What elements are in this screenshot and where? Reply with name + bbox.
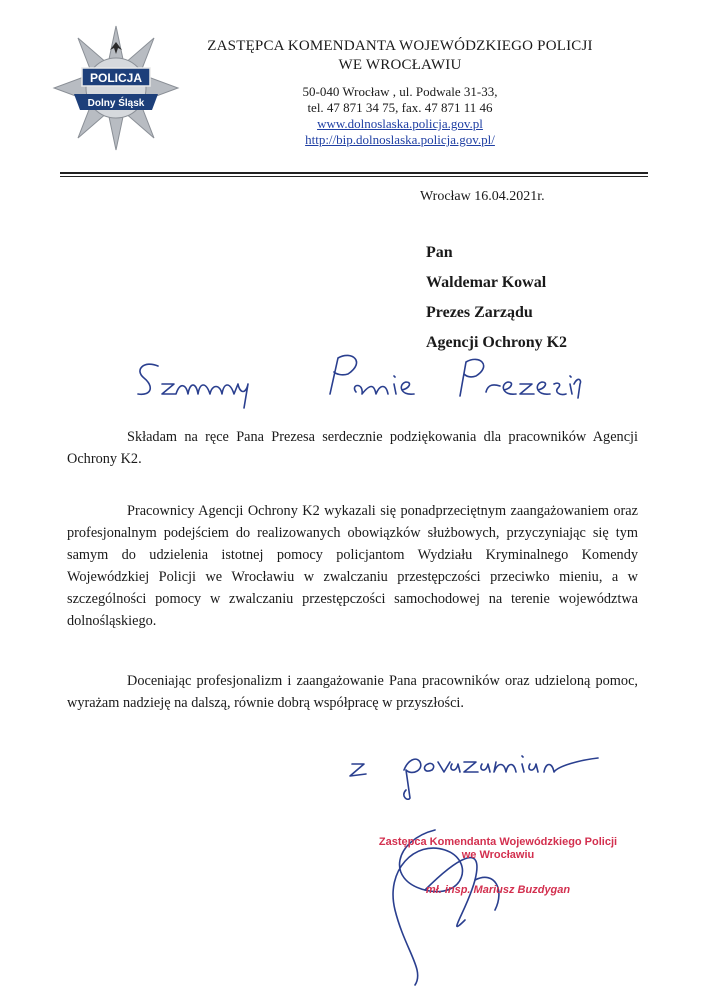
- body-paragraph-2: [67, 500, 638, 632]
- official-stamp: [378, 836, 618, 896]
- letter-date: Wrocław 16.04.2021r.: [420, 189, 545, 204]
- addressee-line3: Prezes Zarządu: [426, 304, 533, 321]
- stamp-line2: we Wrocławiu: [461, 849, 535, 861]
- institution-title-line1: ZASTĘPCA KOMENDANTA WOJEWÓDZKIEGO POLICJI: [207, 38, 593, 54]
- body-paragraph-3: [67, 670, 638, 714]
- addressee-line2: Waldemar Kowal: [426, 274, 547, 291]
- bip-link[interactable]: http://bip.dolnoslaska.policja.gov.pl/: [305, 132, 495, 147]
- body-paragraph-1-text: Składam na ręce Pana Prezesa serdecznie podziękowania dla pracowników Agencji Ochrony K2.: [67, 429, 638, 467]
- website-link[interactable]: www.dolnoslaska.policja.gov.pl: [317, 116, 483, 131]
- stamp-signatory-name: mł. insp. Mariusz Buzdygan: [425, 884, 571, 896]
- institution-title-line2: WE WROCŁAWIU: [338, 57, 462, 73]
- logo-text-top: POLICJA: [89, 71, 143, 85]
- institution-address: [200, 84, 600, 148]
- logo-text-bottom: Dolny Śląsk: [87, 98, 145, 109]
- addressee-line4: Agencji Ochrony K2: [426, 334, 568, 351]
- address-line: 50-040 Wrocław , ul. Podwale 31-33,: [302, 84, 498, 99]
- stamp-line1: Zastępca Komendanta Wojewódzkiego Policji: [378, 836, 618, 848]
- phone-line: tel. 47 871 34 75, fax. 47 871 11 46: [307, 100, 493, 115]
- body-paragraph-3-text: Doceniając profesjonalizm i zaangażowanie Pana pracowników oraz udzieloną pomoc, wyrażam nadzieję na dalszą, równie dobrą współpracę w przyszłości.: [67, 673, 638, 711]
- police-star-logo: [52, 24, 180, 152]
- addressee-line1: Pan: [426, 244, 453, 261]
- header-divider-thin: [60, 176, 648, 177]
- institution-title: [200, 37, 600, 75]
- body-paragraph-1: [67, 426, 638, 470]
- handwritten-closing: [340, 740, 600, 800]
- header-divider-thick: [60, 172, 648, 174]
- body-paragraph-2-text: Pracownicy Agencji Ochrony K2 wykazali się ponadprzeciętnym zaangażowaniem oraz profesjonalnym podejściem do realizowanych obowiązków służbowych, przyczyniając się tym samym do udzielenia istotnej pomocy policjantom Wydziału Kryminalnego Komendy Wojewódzkiej Policji we Wrocławiu w zwalczaniu przestępczości przeciwko mieniu, a w szczególności pomocy w zwalczaniu przestępczości samochodowej na terenie województwa dolnośląskiego.: [67, 503, 638, 629]
- handwritten-salutation: [130, 344, 590, 414]
